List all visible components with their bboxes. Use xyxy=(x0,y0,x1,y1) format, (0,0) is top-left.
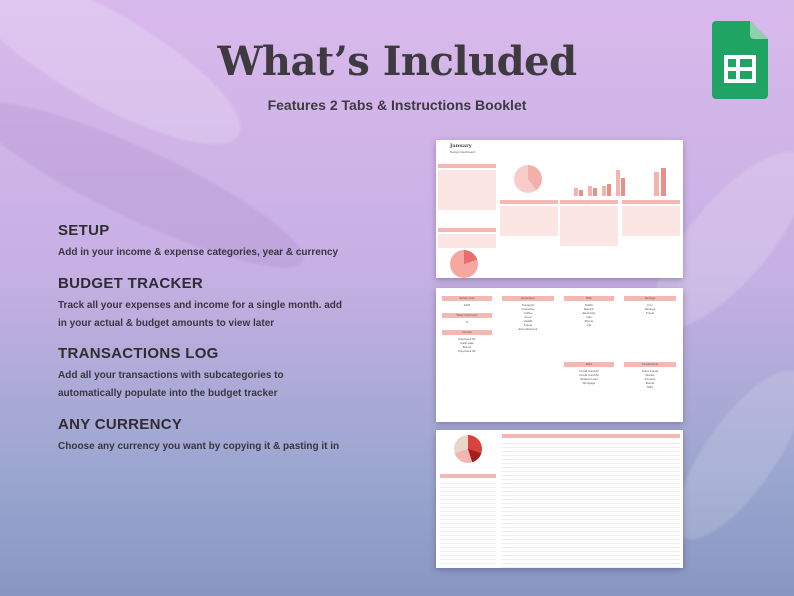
investment-item: Bonds xyxy=(645,381,655,385)
feature-heading: ANY CURRENCY xyxy=(58,416,183,433)
page-subtitle: Features 2 Tabs & Instructions Booklet xyxy=(267,97,527,113)
bill-item: Electric xyxy=(584,307,594,311)
google-sheets-icon xyxy=(712,21,768,99)
feature-heading: TRANSACTIONS LOG xyxy=(58,345,219,362)
feature-text: Add all your transactions with subcategories to automatically populate into the budget tracker xyxy=(58,370,284,399)
feature-any-currency xyxy=(58,416,378,456)
expense-item: Coffee xyxy=(523,311,533,315)
expense-item: Travel xyxy=(523,323,533,327)
dashboard-label: Budget Dashboard xyxy=(450,150,476,154)
expense-item: Entertainment xyxy=(518,327,538,331)
income-item: Cash sale xyxy=(460,341,474,345)
feature-setup xyxy=(58,222,418,262)
dashboard-month: January xyxy=(450,143,472,149)
year-label: Select Year xyxy=(442,296,492,301)
savings-bar-chart xyxy=(642,162,680,200)
income-item: Bonus xyxy=(462,345,472,349)
feature-budget-tracker xyxy=(58,275,348,333)
savings-item: Fun xyxy=(647,303,653,307)
savings-item: Savings xyxy=(644,307,656,311)
bill-item: Car xyxy=(586,323,592,327)
feature-text: Choose any currency you want by copying it & pasting it in xyxy=(58,441,340,452)
transactions-pie xyxy=(454,435,482,463)
bills-header: Bills xyxy=(564,296,614,301)
expense-item: Transport xyxy=(521,303,535,307)
investments-header: Investments xyxy=(624,362,676,367)
bill-item: Netflix xyxy=(584,303,594,307)
debt-item: Credit Card #1 xyxy=(579,369,599,373)
bill-item: Gas xyxy=(586,315,592,319)
currency-value: $ xyxy=(466,320,468,324)
debt-header: Debt xyxy=(564,362,614,367)
expense-pie xyxy=(514,165,542,193)
bill-item: Electricity xyxy=(582,311,596,315)
page-title: What’s Included xyxy=(217,38,577,85)
expense-item: Groceries xyxy=(521,307,535,311)
year-value: 2024 xyxy=(463,303,471,307)
feature-heading: BUDGET TRACKER xyxy=(58,275,204,292)
feature-text: Track all your expenses and income for a single month. add in your actual & budget amounts to view later xyxy=(58,300,342,329)
investment-item: Stocks xyxy=(645,373,655,377)
income-item: Paycheck #2 xyxy=(458,349,476,353)
investment-item: Index Funds xyxy=(641,369,659,373)
debt-item: Mortgage xyxy=(582,381,596,385)
income-item: Paycheck #1 xyxy=(458,337,476,341)
feature-transactions-log xyxy=(58,345,348,403)
expenses-header: Expenses xyxy=(502,296,554,301)
expense-item: Food xyxy=(524,315,532,319)
savings-item: Travel xyxy=(645,311,655,315)
setup-screenshot xyxy=(436,288,683,422)
savings-header: Savings xyxy=(624,296,676,301)
debt-item: Credit Card #2 xyxy=(579,373,599,377)
bill-item: Phone xyxy=(584,319,594,323)
debt-item: Student Loan xyxy=(580,377,598,381)
budget-bar-chart xyxy=(560,162,640,200)
currency-label: Select Currency xyxy=(442,313,492,318)
income-header: Income xyxy=(442,330,492,335)
expense-item: Health xyxy=(523,319,533,323)
investment-item: Pension xyxy=(644,377,656,381)
feature-text: Add in your income & expense categories, year & currency xyxy=(58,247,339,258)
income-pie xyxy=(450,250,478,278)
investment-item: SIPs xyxy=(646,385,654,389)
feature-heading: SETUP xyxy=(58,222,110,239)
transactions-screenshot xyxy=(436,430,683,568)
dashboard-screenshot xyxy=(436,140,683,278)
